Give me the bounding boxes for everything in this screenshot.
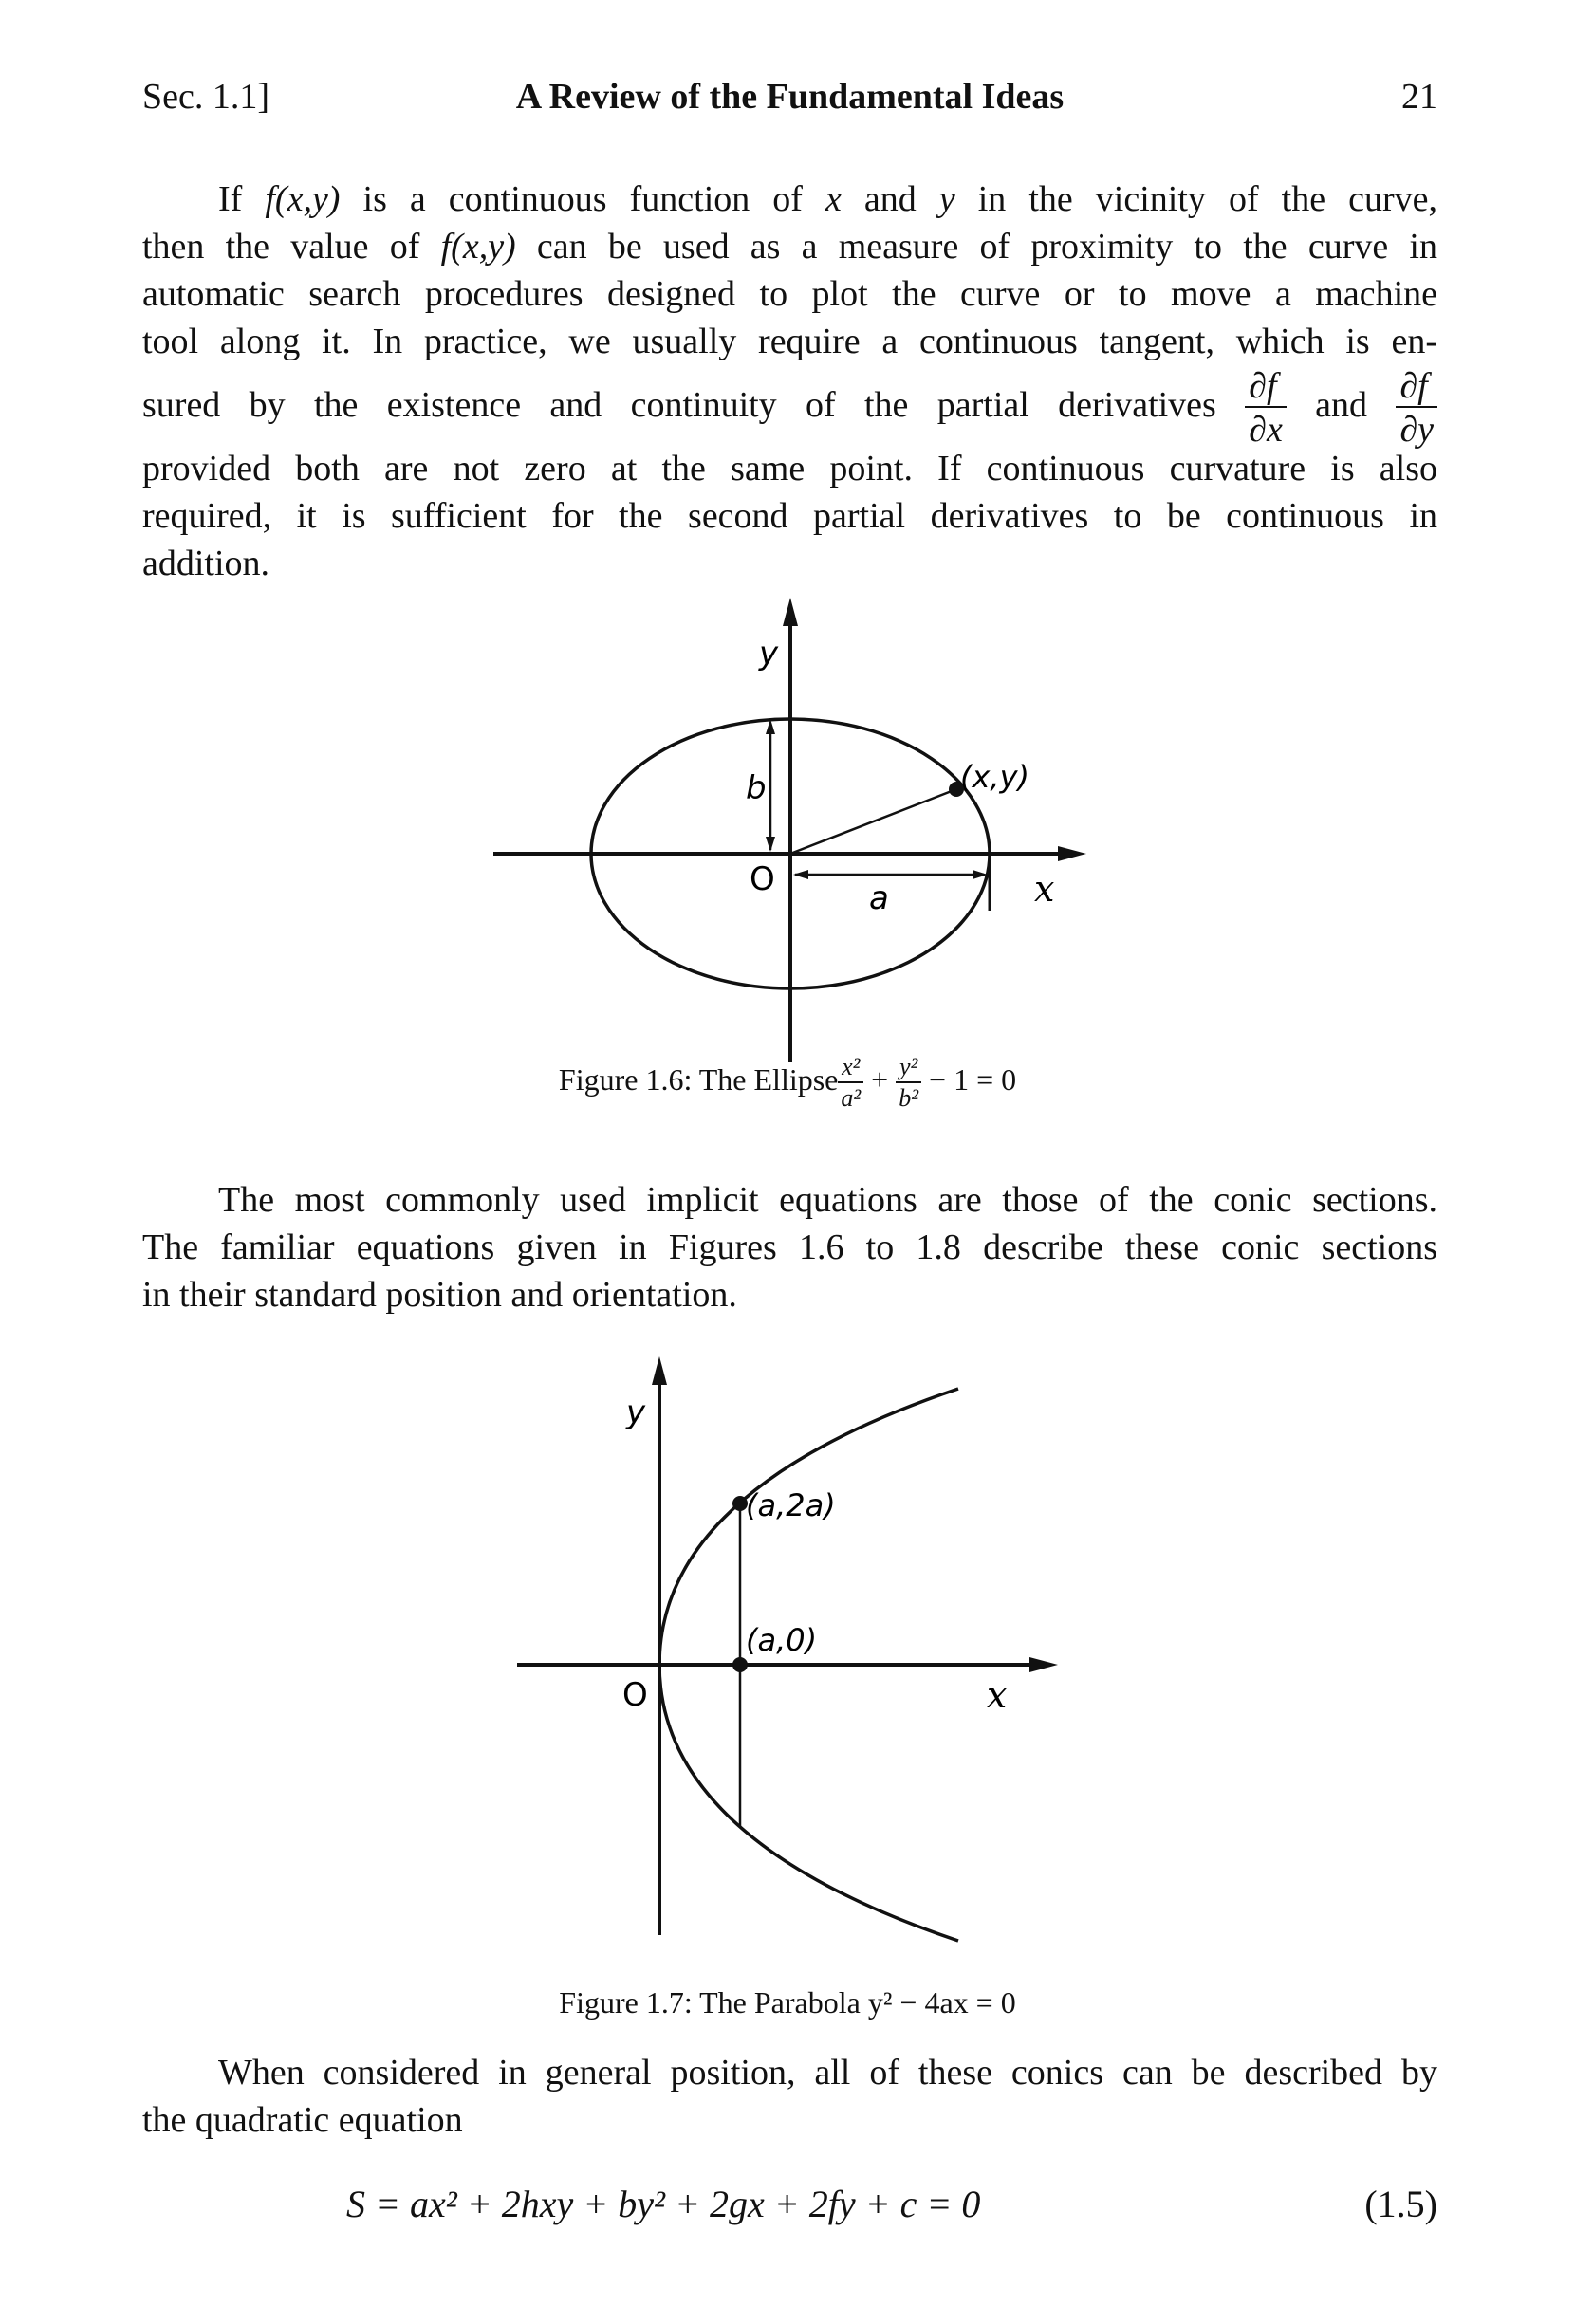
- paragraph-line: provided both are not zero at the same point. If continuous curvature is also: [142, 449, 1437, 489]
- ellipse-label-y: y: [759, 635, 779, 673]
- paragraph-line: tool along it. In practice, we usually require a continuous tangent, which is en-: [142, 322, 1437, 361]
- paragraph-line: required, it is sufficient for the second partial derivatives to be continuous in: [142, 496, 1437, 536]
- page-number: 21: [1401, 77, 1437, 117]
- caption-frac-y-b: $\frac{\text{y²}}{\text{b²}}$: [896, 1055, 921, 1111]
- b-arrow-bottom: [766, 837, 775, 852]
- partial-fy: $\frac{\partial f}{\partial y}$: [1396, 368, 1437, 448]
- paragraph-line: The familiar equations given in Figures 1.6 to 1.8 describe these conic sections: [142, 1227, 1437, 1267]
- ellipse-label-x: x: [1034, 868, 1055, 910]
- ellipse-figure: [474, 588, 1101, 1072]
- equation-number: (1.5): [1364, 2183, 1437, 2225]
- paragraph-line: The most commonly used implicit equations are those of the conic sections.: [218, 1180, 1437, 1220]
- running-header: [142, 76, 1437, 133]
- section-label: Sec. 1.1]: [142, 77, 270, 117]
- partial-fx: $\frac{\partial f}{\partial x}$: [1245, 368, 1287, 448]
- paragraph-2: [142, 1176, 1437, 1319]
- parabola-y-arrowhead: [652, 1356, 667, 1385]
- paragraph-line: the quadratic equation: [142, 2100, 463, 2140]
- ellipse-x-arrowhead: [1058, 846, 1086, 861]
- parabola-label-x: x: [987, 1674, 1008, 1716]
- caption-figure-1-7: Figure 1.7: The Parabola y² − 4ax = 0: [559, 1985, 1016, 2020]
- paragraph-line: If f(x,y) is a continuous function of x and y in the vicinity of the curve,: [218, 179, 1437, 219]
- equation-expression: S = ax² + 2hxy + by² + 2gx + 2fy + c = 0: [346, 2183, 981, 2225]
- ellipse-label-point: (x,y): [960, 759, 1030, 795]
- paragraph-line: addition.: [142, 544, 270, 583]
- point-a-0-dot: [732, 1657, 748, 1672]
- caption-frac-x-a: $\frac{\text{x²}}{\text{a²}}$: [838, 1055, 863, 1111]
- parabola-figure: [503, 1347, 1072, 1954]
- paragraph-line: in their standard position and orientation.: [142, 1275, 737, 1315]
- paragraph-line-with-fractions: sured by the existence and continuity of the partial derivatives $\frac{\partial f}{\partial x}$ and $\frac{\partial f}{\partial y}$: [142, 365, 1437, 445]
- caption-figure-1-6: Figure 1.6: The Ellipse $\frac{\text{x²}}{\text{a²}}$ + $\frac{\text{y²}}{\text{b²}}$ − 1 = 0: [558, 1053, 1017, 1112]
- chapter-title: A Review of the Fundamental Ideas: [515, 77, 1065, 117]
- paragraph-line: then the value of f(x,y) can be used as a measure of proximity to the curve in: [142, 227, 1437, 267]
- ellipse-label-origin: O: [750, 860, 775, 898]
- paragraph-1: [142, 175, 1437, 587]
- a-arrow-left: [793, 870, 808, 879]
- ellipse-y-arrowhead: [783, 598, 798, 626]
- parabola-label-origin: O: [622, 1676, 648, 1714]
- radius-line: [790, 789, 956, 854]
- paragraph-3: [142, 2049, 1437, 2144]
- parabola-label-y: y: [626, 1393, 646, 1431]
- ellipse-label-b: b: [746, 769, 767, 807]
- parabola-label-a-0: (a,0): [746, 1622, 818, 1658]
- ellipse-label-a: a: [869, 879, 889, 917]
- parabola-x-arrowhead: [1029, 1657, 1058, 1672]
- paragraph-line: When considered in general position, all of these conics can be described by: [218, 2053, 1437, 2093]
- paragraph-line: automatic search procedures designed to plot the curve or to move a machine: [142, 274, 1437, 314]
- parabola-label-a-2a: (a,2a): [746, 1487, 836, 1523]
